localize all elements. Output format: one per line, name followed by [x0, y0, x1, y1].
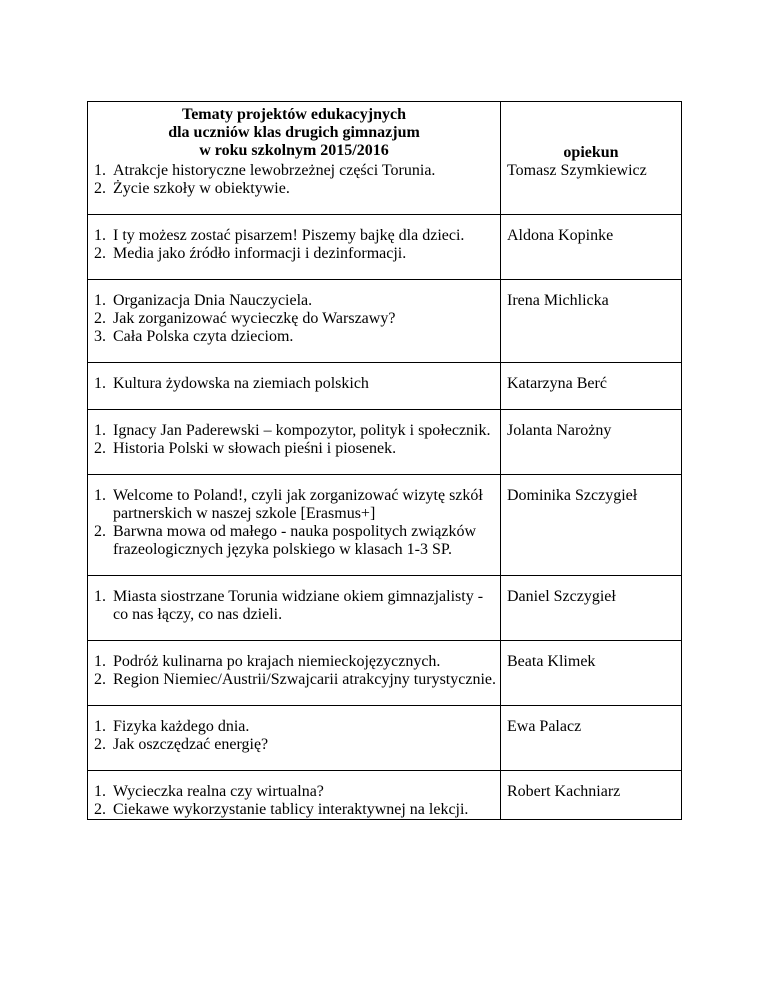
topics-cell — [88, 771, 501, 820]
topic-item — [88, 523, 500, 559]
topic-text: Historia Polski w słowach pieśni i piosenek. — [113, 440, 397, 457]
topic-number: 2. — [94, 736, 106, 753]
topic-number: 1. — [94, 588, 106, 605]
topics-cell — [88, 215, 501, 280]
topic-list — [88, 783, 500, 819]
topic-list — [88, 227, 500, 263]
topic-item — [88, 487, 500, 523]
topic-number: 2. — [94, 523, 106, 540]
topic-text: Miasta siostrzane Torunia widziane okiem gimnazjalisty - co nas łączy, co nas dzieli. — [113, 588, 484, 623]
title-line-1: Tematy projektów edukacyjnych — [181, 106, 406, 123]
table-row — [88, 363, 682, 410]
topic-list — [88, 653, 500, 689]
topic-item — [88, 671, 500, 689]
topic-item — [88, 736, 500, 754]
owner-name: Daniel Szczygieł — [507, 588, 616, 605]
owner-column-header: opiekun — [563, 144, 619, 161]
topic-number: 2. — [94, 310, 106, 327]
owner-name: Robert Kachniarz — [507, 783, 621, 800]
topic-text: Media jako źródło informacji i dezinformacji. — [113, 245, 407, 262]
owner-cell — [501, 215, 682, 280]
owner-cell — [501, 641, 682, 706]
table-row — [88, 215, 682, 280]
topic-item — [88, 783, 500, 801]
table-row — [88, 475, 682, 576]
topic-number: 1. — [94, 292, 106, 309]
topic-item — [88, 328, 500, 346]
topic-text: Wycieczka realna czy wirtualna? — [113, 783, 324, 800]
topic-number: 1. — [94, 227, 106, 244]
topics-cell — [88, 162, 501, 215]
owner-cell — [501, 475, 682, 576]
topic-item — [88, 588, 500, 624]
projects-table — [87, 101, 682, 820]
owner-cell — [501, 410, 682, 475]
topic-item — [88, 440, 500, 458]
topic-number: 1. — [94, 653, 106, 670]
topic-item — [88, 422, 500, 440]
topic-item — [88, 310, 500, 328]
topic-text: Ciekawe wykorzystanie tablicy interaktywnej na lekcji. — [113, 801, 469, 818]
table-row — [88, 771, 682, 820]
topic-text: Podróż kulinarna po krajach niemieckojęzycznych. — [113, 653, 441, 670]
owner-name: Jolanta Narożny — [507, 422, 612, 439]
title-line-2: dla uczniów klas drugich gimnazjum — [168, 124, 420, 141]
topic-text: Cała Polska czyta dzieciom. — [113, 328, 294, 345]
table-row — [88, 576, 682, 641]
topic-text: Życie szkoły w obiektywie. — [113, 180, 290, 197]
owner-name: Tomasz Szymkiewicz — [507, 162, 647, 179]
table-row — [88, 162, 682, 215]
topic-text: I ty możesz zostać pisarzem! Piszemy bajkę dla dzieci. — [113, 227, 465, 244]
topic-item — [88, 375, 500, 393]
topic-item — [88, 245, 500, 263]
topic-number: 1. — [94, 718, 106, 735]
topic-item — [88, 227, 500, 245]
table-title — [88, 102, 500, 160]
topic-number: 1. — [94, 487, 106, 504]
topic-list — [88, 422, 500, 458]
table-row — [88, 410, 682, 475]
topic-item — [88, 162, 500, 180]
owner-cell — [501, 706, 682, 771]
owner-cell — [501, 576, 682, 641]
topic-number: 2. — [94, 245, 106, 262]
topics-cell — [88, 280, 501, 363]
topic-text: Region Niemiec/Austrii/Szwajcarii atrakcyjny turystycznie. — [113, 671, 496, 688]
topic-list — [88, 718, 500, 754]
table-row — [88, 280, 682, 363]
topic-list — [88, 375, 500, 393]
owner-name: Irena Michlicka — [507, 292, 609, 309]
topic-list — [88, 292, 500, 346]
topic-item — [88, 292, 500, 310]
topic-text: Barwna mowa od małego - nauka pospolitych związków frazeologicznych języka polskiego w klasach 1-3 SP. — [113, 523, 477, 558]
topic-item — [88, 718, 500, 736]
topic-item — [88, 653, 500, 671]
topic-number: 2. — [94, 671, 106, 688]
owner-name: Aldona Kopinke — [507, 227, 614, 244]
title-line-3: w roku szkolnym 2015/2016 — [199, 142, 389, 159]
topics-cell — [88, 641, 501, 706]
topic-item — [88, 180, 500, 198]
table-row — [88, 706, 682, 771]
topic-text: Atrakcje historyczne lewobrzeżnej części Torunia. — [113, 162, 436, 179]
topic-text: Kultura żydowska na ziemiach polskich — [113, 375, 369, 392]
topic-text: Welcome to Poland!, czyli jak zorganizować wizytę szkół partnerskich w naszej szkole [Erasmus+] — [113, 487, 483, 522]
topic-number: 1. — [94, 375, 106, 392]
topic-number: 2. — [94, 180, 106, 197]
topic-text: Jak oszczędzać energię? — [113, 736, 269, 753]
owner-cell — [501, 363, 682, 410]
topic-number: 1. — [94, 162, 106, 179]
table-row — [88, 641, 682, 706]
owner-name: Dominika Szczygieł — [507, 487, 638, 504]
topic-number: 1. — [94, 422, 106, 439]
owner-name: Ewa Palacz — [507, 718, 582, 735]
topic-number: 2. — [94, 801, 106, 818]
topic-list — [88, 588, 500, 624]
topic-text: Fizyka każdego dnia. — [113, 718, 250, 735]
topics-cell — [88, 363, 501, 410]
topic-number: 3. — [94, 328, 106, 345]
owner-cell — [501, 280, 682, 363]
topics-cell — [88, 576, 501, 641]
topic-number: 2. — [94, 440, 106, 457]
owner-cell — [501, 771, 682, 820]
topic-text: Organizacja Dnia Nauczyciela. — [113, 292, 313, 309]
topics-cell — [88, 475, 501, 576]
topic-number: 1. — [94, 783, 106, 800]
topics-cell — [88, 410, 501, 475]
topic-list — [88, 162, 500, 198]
topic-list — [88, 487, 500, 559]
table-header-row — [88, 102, 682, 163]
header-topics-cell — [88, 102, 501, 163]
topics-cell — [88, 706, 501, 771]
owner-name: Beata Klimek — [507, 653, 596, 670]
topic-text: Ignacy Jan Paderewski – kompozytor, polityk i społecznik. — [113, 422, 491, 439]
owner-cell — [501, 162, 682, 215]
topic-text: Jak zorganizować wycieczkę do Warszawy? — [113, 310, 396, 327]
topic-item — [88, 801, 500, 819]
header-owner-cell — [501, 102, 682, 163]
owner-name: Katarzyna Berć — [507, 375, 607, 392]
